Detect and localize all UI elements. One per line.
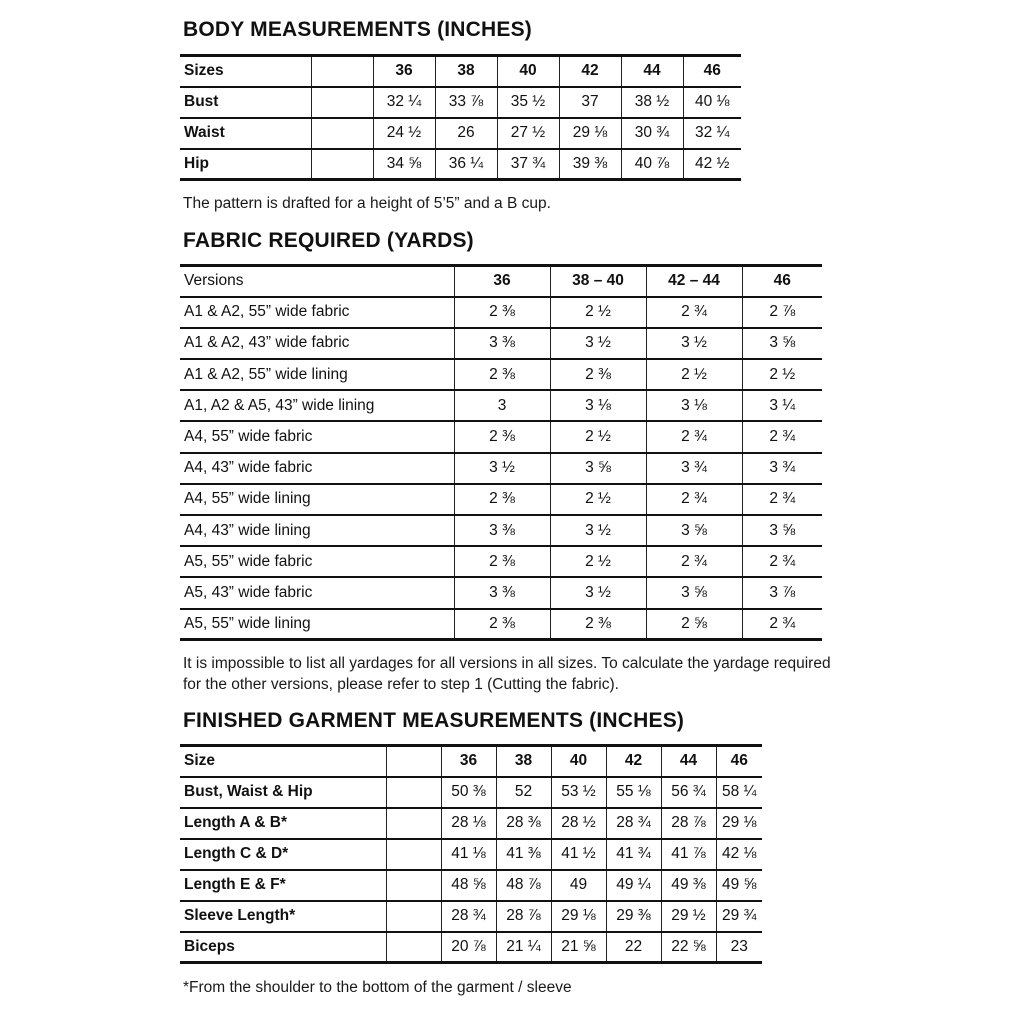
table-cell: 26 [435,118,497,149]
column-header: 42 [606,746,661,777]
body-measurements-title: BODY MEASUREMENTS (INCHES) [183,18,533,41]
table-cell: 2 ⅞ [742,297,822,328]
table-cell: 32 ¼ [373,87,435,118]
row-label: Waist [180,118,311,149]
table-row [180,870,762,901]
table-cell [311,118,373,149]
table-cell: 2 ¾ [742,421,822,452]
table-cell: 24 ½ [373,118,435,149]
table-cell: 2 ½ [550,297,646,328]
table-cell: 3 [454,390,550,421]
column-header: 42 – 44 [646,266,742,297]
table-cell: 3 ⅛ [646,390,742,421]
row-label: A4, 43” wide fabric [180,453,454,484]
table-cell: 2 ½ [646,359,742,390]
table-cell: 3 ½ [550,328,646,359]
table-cell: 23 [716,932,762,963]
table-cell: 35 ½ [497,87,559,118]
row-label: A5, 55” wide fabric [180,546,454,577]
table-cell: 49 ¼ [606,870,661,901]
table-cell: 2 ⅜ [454,297,550,328]
table-cell: 3 ⅝ [742,515,822,546]
table-cell: 29 ¾ [716,901,762,932]
table-cell: 2 ⅜ [454,359,550,390]
column-header: 44 [621,56,683,87]
table-cell: 3 ⅜ [454,515,550,546]
row-label: A4, 55” wide fabric [180,421,454,452]
table-cell: 50 ⅜ [441,777,496,808]
table-cell [386,839,441,870]
table-row [180,297,822,328]
table-cell: 49 ⅜ [661,870,716,901]
table-cell: 41 ½ [551,839,606,870]
table-row [180,421,822,452]
table-row [180,453,822,484]
table-cell: 2 ½ [742,359,822,390]
column-header: 44 [661,746,716,777]
table-cell: 49 ⅝ [716,870,762,901]
table-row [180,839,762,870]
table-cell: 28 ¾ [441,901,496,932]
column-header: 42 [559,56,621,87]
table-row [180,359,822,390]
table-row [180,577,822,608]
table-header-row [180,266,822,297]
table-cell: 38 ½ [621,87,683,118]
table-row [180,390,822,421]
column-header: 38 – 40 [550,266,646,297]
table-cell: 20 ⅞ [441,932,496,963]
table-cell: 21 ¼ [496,932,551,963]
column-header: 36 [441,746,496,777]
table-row [180,118,741,149]
table-cell: 56 ¾ [661,777,716,808]
table-cell: 30 ¾ [621,118,683,149]
table-row [180,87,741,118]
table-cell: 27 ½ [497,118,559,149]
table-row [180,149,741,180]
table-cell: 2 ⅜ [550,609,646,640]
table-row [180,515,822,546]
body-measurements-table [180,54,741,181]
table-cell: 2 ⅜ [454,609,550,640]
row-label: Length C & D* [180,839,386,870]
table-cell: 2 ⅝ [646,609,742,640]
table-cell: 2 ⅜ [550,359,646,390]
table-cell: 37 [559,87,621,118]
table-cell: 28 ⅞ [496,901,551,932]
table-cell: 49 [551,870,606,901]
table-cell: 41 ⅛ [441,839,496,870]
table-cell [386,808,441,839]
table-cell: 2 ¾ [742,609,822,640]
table-cell: 3 ½ [550,577,646,608]
table-cell: 2 ¾ [742,484,822,515]
table-cell: 39 ⅜ [559,149,621,180]
table-cell: 3 ¾ [742,453,822,484]
row-label: A1 & A2, 55” wide fabric [180,297,454,328]
table-cell: 2 ⅜ [454,546,550,577]
table-cell: 55 ⅛ [606,777,661,808]
table-cell: 3 ⅝ [646,515,742,546]
table-header-row [180,56,741,87]
table-cell: 22 ⅝ [661,932,716,963]
table-cell [386,901,441,932]
table-cell: 53 ½ [551,777,606,808]
table-cell: 32 ¼ [683,118,741,149]
table-cell: 2 ½ [550,484,646,515]
table-cell: 3 ¼ [742,390,822,421]
table-cell: 40 ⅛ [683,87,741,118]
row-label: Bust, Waist & Hip [180,777,386,808]
row-header-label: Versions [180,266,454,297]
table-cell: 21 ⅝ [551,932,606,963]
table-cell: 34 ⅝ [373,149,435,180]
row-label: A1 & A2, 55” wide lining [180,359,454,390]
table-cell: 41 ⅜ [496,839,551,870]
table-cell [311,149,373,180]
table-cell: 3 ⅛ [550,390,646,421]
table-cell: 28 ⅜ [496,808,551,839]
column-header: 40 [551,746,606,777]
row-label: A5, 43” wide fabric [180,577,454,608]
row-header-label: Sizes [180,56,311,87]
table-cell: 3 ⅝ [742,328,822,359]
finished-garment-footnote: *From the shoulder to the bottom of the garment / sleeve [183,979,572,996]
fabric-required-table [180,264,822,641]
table-cell: 48 ⅞ [496,870,551,901]
column-header: 38 [435,56,497,87]
row-label: A5, 55” wide lining [180,609,454,640]
table-cell: 2 ¾ [742,546,822,577]
table-row [180,609,822,640]
table-cell: 42 ½ [683,149,741,180]
table-cell: 36 ¼ [435,149,497,180]
column-header: 40 [497,56,559,87]
table-cell: 3 ½ [550,515,646,546]
table-cell: 29 ⅛ [551,901,606,932]
table-cell: 3 ⅜ [454,328,550,359]
fabric-required-note-line2: for the other versions, please refer to step 1 (Cutting the fabric). [183,676,619,693]
table-cell: 2 ⅜ [454,421,550,452]
table-cell: 2 ½ [550,421,646,452]
row-label: Bust [180,87,311,118]
column-header: 36 [373,56,435,87]
table-cell: 2 ¾ [646,421,742,452]
table-cell: 3 ⅝ [646,577,742,608]
column-header: 36 [454,266,550,297]
row-label: A4, 55” wide lining [180,484,454,515]
table-row [180,932,762,963]
table-cell: 33 ⅞ [435,87,497,118]
table-row [180,328,822,359]
table-cell: 22 [606,932,661,963]
row-label: Sleeve Length* [180,901,386,932]
row-label: Length E & F* [180,870,386,901]
column-header [311,56,373,87]
table-cell: 3 ⅞ [742,577,822,608]
table-header-row [180,746,762,777]
table-row [180,484,822,515]
table-cell: 3 ⅜ [454,577,550,608]
table-cell: 37 ¾ [497,149,559,180]
column-header: 46 [716,746,762,777]
table-cell: 2 ¾ [646,297,742,328]
fabric-required-note-line1: It is impossible to list all yardages for all versions in all sizes. To calculate the yardage required [183,655,831,672]
table-cell: 28 ⅞ [661,808,716,839]
finished-garment-table [180,744,762,964]
table-row [180,808,762,839]
table-cell: 29 ⅛ [559,118,621,149]
table-cell: 29 ⅛ [716,808,762,839]
table-cell [386,870,441,901]
row-header-label: Size [180,746,386,777]
table-row [180,546,822,577]
column-header: 38 [496,746,551,777]
table-cell: 52 [496,777,551,808]
table-cell: 40 ⅞ [621,149,683,180]
row-label: A1 & A2, 43” wide fabric [180,328,454,359]
row-label: A4, 43” wide lining [180,515,454,546]
fabric-required-title: FABRIC REQUIRED (YARDS) [183,229,474,252]
row-label: Biceps [180,932,386,963]
table-cell: 48 ⅝ [441,870,496,901]
row-label: Length A & B* [180,808,386,839]
table-cell [386,932,441,963]
table-cell: 28 ¾ [606,808,661,839]
table-cell: 2 ⅜ [454,484,550,515]
table-cell: 28 ⅛ [441,808,496,839]
table-cell: 58 ¼ [716,777,762,808]
body-measurements-note: The pattern is drafted for a height of 5’5” and a B cup. [183,195,551,212]
table-cell: 41 ⅞ [661,839,716,870]
table-cell: 2 ¾ [646,484,742,515]
column-header: 46 [683,56,741,87]
table-cell: 29 ½ [661,901,716,932]
table-cell: 29 ⅜ [606,901,661,932]
row-label: Hip [180,149,311,180]
table-cell: 3 ¾ [646,453,742,484]
column-header: 46 [742,266,822,297]
table-cell [386,777,441,808]
row-label: A1, A2 & A5, 43” wide lining [180,390,454,421]
finished-garment-title: FINISHED GARMENT MEASUREMENTS (INCHES) [183,709,685,732]
table-cell: 42 ⅛ [716,839,762,870]
table-cell [311,87,373,118]
table-cell: 2 ¾ [646,546,742,577]
column-header [386,746,441,777]
table-cell: 2 ½ [550,546,646,577]
table-cell: 28 ½ [551,808,606,839]
table-row [180,901,762,932]
table-cell: 3 ⅝ [550,453,646,484]
table-cell: 41 ¾ [606,839,661,870]
table-cell: 3 ½ [454,453,550,484]
table-cell: 3 ½ [646,328,742,359]
table-row [180,777,762,808]
